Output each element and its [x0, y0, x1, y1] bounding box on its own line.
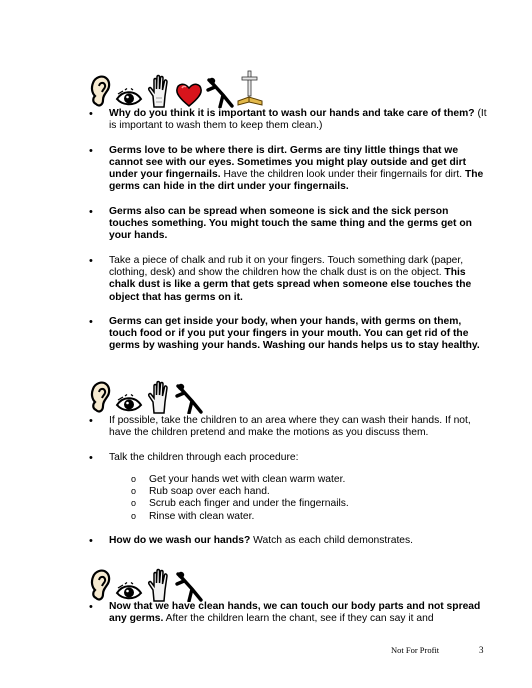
list-item: [88, 316, 488, 353]
body-text: If possible, take the children to an area where they can wash their hands. If not, have the children pretend and make the motions as you discuss them.: [109, 415, 471, 439]
list-item: [88, 452, 488, 523]
bold-text: Why do you think it is important to wash our hands and take care of them?: [109, 108, 475, 119]
bold-text: Germs love to be where there is dirt. Germs are tiny little things that we cannot see with our eyes. Sometimes you might play outside and get dirt under your fingernails.: [109, 144, 467, 181]
bold-text: Now that we have clean hands, we can touch our body parts and not spread any germs.: [109, 601, 481, 625]
section-2-list: [88, 415, 488, 559]
stretching-figure-icon: [175, 382, 203, 414]
list-item: [88, 415, 488, 440]
step-item: o Rinse with clean water.: [131, 511, 488, 523]
icon-row-3: [90, 562, 203, 602]
body-text: Take a piece of chalk and rub it on your fingers. Touch something dark (paper, clothing, desk) and show the children how the chalk dust is on the object.: [109, 254, 464, 278]
eye-icon: [115, 88, 143, 108]
stretching-figure-icon: [206, 76, 234, 108]
icon-row-1: [90, 68, 263, 108]
bold-text: The germs can hide in the dirt under your fingernails.: [109, 169, 484, 193]
procedure-steps: [131, 474, 488, 523]
list-item: [88, 535, 488, 547]
section-3-list: [88, 601, 488, 638]
cross-bible-icon: [237, 70, 263, 108]
body-text: Watch as each child demonstrates.: [250, 535, 414, 547]
list-item: [88, 108, 488, 133]
footer-text: Not For Profit: [391, 645, 440, 655]
eye-icon: [115, 582, 143, 602]
body-text: After the children learn the chant, see if they can say it and: [163, 613, 434, 625]
list-item: [88, 206, 488, 243]
hand-icon: [146, 380, 172, 414]
bold-text: Germs also can be spread when someone is sick and the sick person touches something. You might touch the same thing and the germs get on your hands.: [109, 205, 472, 242]
ear-icon: [90, 380, 112, 414]
section-1-list: [88, 108, 488, 365]
step-item: o Scrub each finger and under the fingernails.: [131, 498, 488, 510]
hand-icon: [146, 74, 172, 108]
step-item: o Get your hands wet with clean warm water.: [131, 474, 488, 486]
icon-row-2: [90, 374, 203, 414]
page-number: 3: [479, 645, 484, 655]
body-text: (It is important to wash them to keep them clean.): [109, 108, 487, 132]
bold-text: Germs can get inside your body, when your hands, with germs on them, touch food or if you put your fingers in your mouth. You can get rid of the germs by washing your hands. Washing our hands helps us to stay healthy.: [109, 315, 480, 352]
stretching-figure-icon: [175, 570, 203, 602]
list-item: [88, 145, 488, 194]
heart-icon: [175, 82, 203, 108]
bold-text: How do we wash our hands?: [109, 535, 251, 547]
body-text: Have the children look under their fingernails for dirt.: [220, 169, 465, 181]
ear-icon: [90, 568, 112, 602]
step-item: o Rub soap over each hand.: [131, 486, 488, 498]
list-item: [88, 601, 488, 626]
body-text: Talk the children through each procedure:: [109, 451, 299, 463]
list-item: [88, 255, 488, 304]
ear-icon: [90, 74, 112, 108]
hand-icon: [146, 568, 172, 602]
eye-icon: [115, 394, 143, 414]
bold-text: This chalk dust is like a germ that gets spread when someone else touches the object that has germs on it.: [109, 266, 472, 303]
